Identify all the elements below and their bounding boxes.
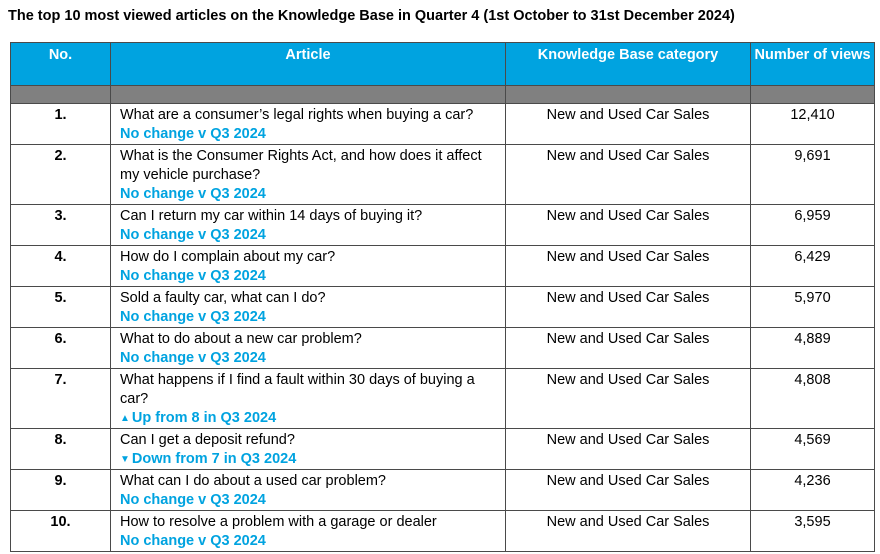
change-indicator — [120, 532, 499, 551]
category-cell: New and Used Car Sales — [506, 145, 751, 205]
views-cell: 4,236 — [751, 470, 875, 511]
category-cell: New and Used Car Sales — [506, 246, 751, 287]
table-row — [11, 369, 875, 429]
article-title: Can I get a deposit refund? — [120, 432, 295, 448]
change-indicator — [120, 450, 499, 469]
change-indicator — [120, 125, 499, 144]
views-cell: 5,970 — [751, 287, 875, 328]
table-row — [11, 145, 875, 205]
article-title: How do I complain about my car? — [120, 249, 336, 265]
rank-cell: 7. — [11, 369, 111, 429]
page-title: The top 10 most viewed articles on the Knowledge Base in Quarter 4 (1st October to 31st December 2024) — [8, 8, 735, 24]
column-header-category: Knowledge Base category — [506, 43, 751, 86]
article-title: What to do about a new car problem? — [120, 331, 362, 347]
change-text: No change v Q3 2024 — [120, 186, 266, 202]
article-cell — [111, 369, 506, 429]
change-text: No change v Q3 2024 — [120, 227, 266, 243]
rank-cell: 6. — [11, 328, 111, 369]
rank-cell: 4. — [11, 246, 111, 287]
article-cell — [111, 511, 506, 552]
change-text: No change v Q3 2024 — [120, 126, 266, 142]
table-body — [11, 104, 875, 552]
up-triangle-icon: ▲ — [120, 413, 130, 424]
change-text: Down from 7 in Q3 2024 — [131, 451, 297, 467]
spacer-cell — [751, 86, 875, 104]
column-header-no: No. — [11, 43, 111, 86]
table-row — [11, 470, 875, 511]
article-cell — [111, 104, 506, 145]
views-cell: 6,429 — [751, 246, 875, 287]
article-title: Sold a faulty car, what can I do? — [120, 290, 326, 306]
change-indicator — [120, 491, 499, 510]
article-title: What can I do about a used car problem? — [120, 473, 386, 489]
spacer-cell — [111, 86, 506, 104]
category-cell: New and Used Car Sales — [506, 369, 751, 429]
rank-cell: 3. — [11, 205, 111, 246]
category-cell: New and Used Car Sales — [506, 287, 751, 328]
spacer-cell — [506, 86, 751, 104]
table-row — [11, 511, 875, 552]
category-cell: New and Used Car Sales — [506, 429, 751, 470]
article-cell — [111, 145, 506, 205]
table-row — [11, 287, 875, 328]
article-title: What happens if I find a fault within 30 days of buying a car? — [120, 372, 475, 407]
article-title: How to resolve a problem with a garage or dealer — [120, 514, 437, 530]
change-indicator — [120, 349, 499, 368]
category-cell: New and Used Car Sales — [506, 511, 751, 552]
table-row — [11, 205, 875, 246]
down-triangle-icon: ▼ — [120, 454, 130, 465]
change-text: No change v Q3 2024 — [120, 309, 266, 325]
spacer-cell — [11, 86, 111, 104]
article-cell — [111, 246, 506, 287]
change-text: No change v Q3 2024 — [120, 268, 266, 284]
rank-cell: 2. — [11, 145, 111, 205]
change-indicator — [120, 267, 499, 286]
change-indicator — [120, 409, 499, 428]
change-text: No change v Q3 2024 — [120, 350, 266, 366]
change-indicator — [120, 185, 499, 204]
category-cell: New and Used Car Sales — [506, 328, 751, 369]
article-cell — [111, 429, 506, 470]
top-articles-table — [10, 42, 875, 552]
article-cell — [111, 328, 506, 369]
rank-cell: 5. — [11, 287, 111, 328]
rank-cell: 9. — [11, 470, 111, 511]
table-header-row — [11, 43, 875, 86]
category-cell: New and Used Car Sales — [506, 104, 751, 145]
rank-cell: 10. — [11, 511, 111, 552]
table-row — [11, 328, 875, 369]
views-cell: 6,959 — [751, 205, 875, 246]
column-header-views: Number of views — [751, 43, 875, 86]
change-indicator — [120, 226, 499, 245]
change-text: No change v Q3 2024 — [120, 533, 266, 549]
column-header-article: Article — [111, 43, 506, 86]
views-cell: 4,889 — [751, 328, 875, 369]
views-cell: 12,410 — [751, 104, 875, 145]
rank-cell: 8. — [11, 429, 111, 470]
rank-cell: 1. — [11, 104, 111, 145]
article-cell — [111, 287, 506, 328]
article-cell — [111, 205, 506, 246]
views-cell: 4,569 — [751, 429, 875, 470]
article-title: What is the Consumer Rights Act, and how does it affect my vehicle purchase? — [120, 148, 482, 183]
header-spacer-row — [11, 86, 875, 104]
article-cell — [111, 470, 506, 511]
table-row — [11, 104, 875, 145]
change-text: Up from 8 in Q3 2024 — [131, 410, 277, 426]
change-text: No change v Q3 2024 — [120, 492, 266, 508]
article-title: What are a consumer’s legal rights when buying a car? — [120, 107, 474, 123]
category-cell: New and Used Car Sales — [506, 470, 751, 511]
views-cell: 9,691 — [751, 145, 875, 205]
change-indicator — [120, 308, 499, 327]
table-row — [11, 246, 875, 287]
article-title: Can I return my car within 14 days of buying it? — [120, 208, 423, 224]
category-cell: New and Used Car Sales — [506, 205, 751, 246]
views-cell: 4,808 — [751, 369, 875, 429]
views-cell: 3,595 — [751, 511, 875, 552]
table-row — [11, 429, 875, 470]
